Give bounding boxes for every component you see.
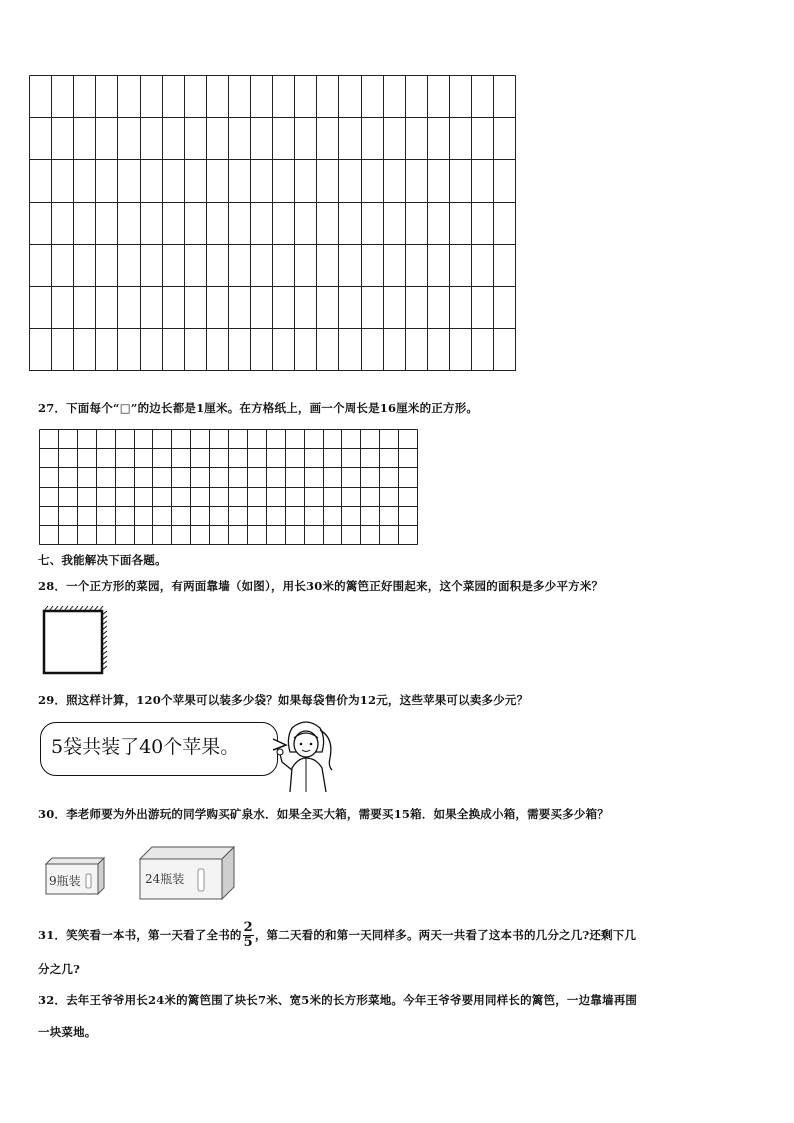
question-32 xyxy=(38,992,637,1008)
question-27 xyxy=(38,400,478,416)
big-box-label: 24瓶装 xyxy=(145,872,185,886)
question-text: 去年王爷爷用长24米的篱笆围了块长7米、宽5米的长方形菜地。今年王爷爷要用同样长的篱笆，一边靠墙再围 xyxy=(66,993,638,1007)
question-text: 下面每个“□”的边长都是1厘米。在方格纸上，画一个周长是16厘米的正方形。 xyxy=(66,401,479,415)
question-text: 李老师要为外出游玩的同学购买矿泉水．如果全买大箱，需要买15箱．如果全换成小箱，需要买多少箱？ xyxy=(66,807,610,821)
small-box-label: 9瓶装 xyxy=(49,874,81,888)
question-text: 照这样计算，120个苹果可以装多少袋？如果每袋售价为12元，这些苹果可以卖多少元？ xyxy=(66,693,529,707)
speech-bubble-text: 5袋共装了40个苹果。 xyxy=(51,736,240,758)
question-number: 31． xyxy=(38,928,67,942)
question-31 xyxy=(38,918,636,952)
question-text: 笑笑看一本书，第一天看了全书的 xyxy=(66,928,242,942)
question-text: 一个正方形的菜园，有两面靠墙（如图），用长30米的篱笆正好围起来，这个菜园的面积是多少平方米？ xyxy=(66,579,604,593)
question-32-line2: 一块菜地。 xyxy=(38,1025,97,1039)
question-number: 32． xyxy=(38,993,67,1007)
question-number: 30． xyxy=(38,807,67,821)
question-number: 29． xyxy=(38,693,67,707)
square-garden-figure xyxy=(40,605,110,677)
question-number: 28． xyxy=(38,579,67,593)
question-text-continued: ，第二天看的和第一天同样多。两天一共看了这本书的几分之几?还剩下几 xyxy=(254,928,637,942)
question-28 xyxy=(38,578,603,594)
small-grid-paper xyxy=(39,429,420,546)
question-30 xyxy=(38,806,609,822)
section-heading: 七、我能解决下面各题。 xyxy=(38,553,167,567)
fraction-denominator: 5 xyxy=(243,934,253,950)
girl-illustration xyxy=(276,718,338,794)
speech-bubble xyxy=(40,722,278,776)
question-number: 27． xyxy=(38,401,67,415)
fraction-numerator: 2 xyxy=(243,919,253,935)
large-grid-paper xyxy=(29,75,517,373)
question-31-line2: 分之几? xyxy=(38,962,81,976)
fraction xyxy=(243,921,254,950)
question-29 xyxy=(38,692,528,708)
